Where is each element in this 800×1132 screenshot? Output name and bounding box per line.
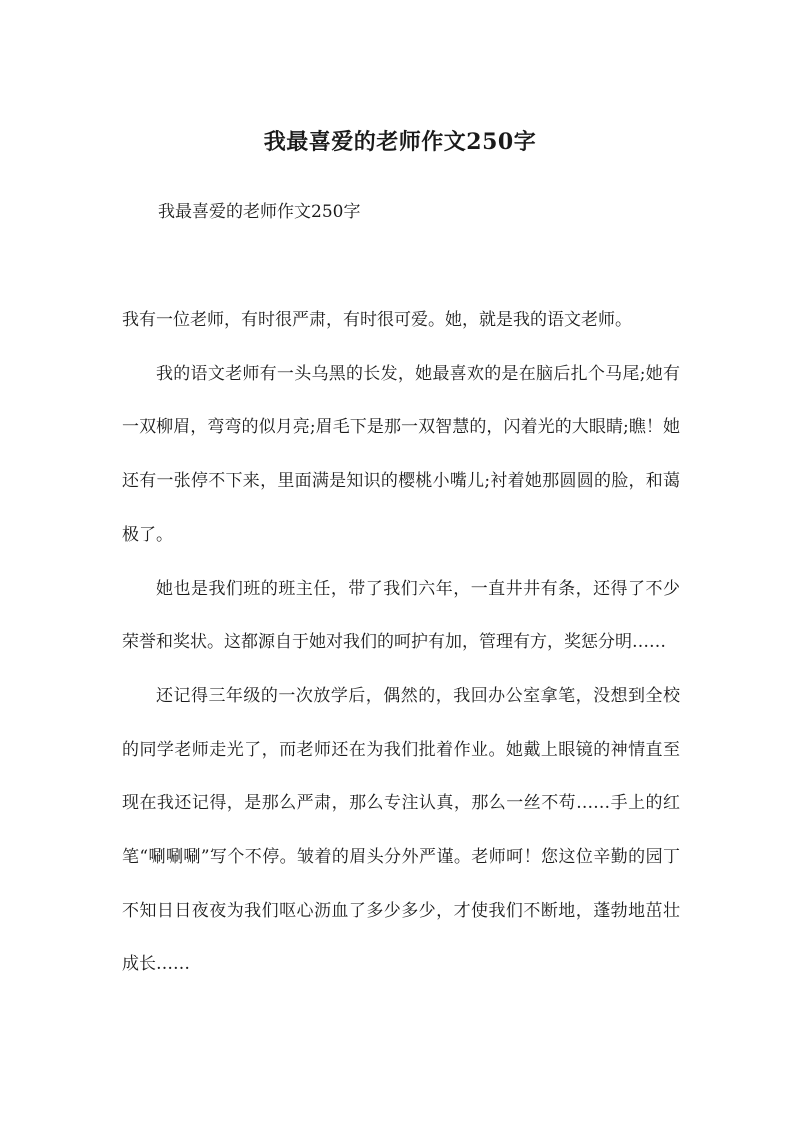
document-body [122,294,680,992]
document-title: 我最喜爱的老师作文250字 [263,129,537,155]
paragraph: 还记得三年级的一次放学后，偶然的，我回办公室拿笔，没想到全校的同学老师走光了，而老师还在为我们批着作业。她戴上眼镜的神情直至现在我还记得，是那么严肃，那么专注认真，那么一丝不苟……手上的红笔“唰唰唰”写个不停。皱着的眉头分外严谨。老师呵！您这位辛勤的园丁不知日日夜夜为我们呕心沥血了多少多少，才使我们不断地，蓬勃地茁壮成长…… [122,685,680,975]
paragraph: 我有一位老师，有时很严肃，有时很可爱。她，就是我的语文老师。 [122,310,632,330]
paragraph: 我的语文老师有一头乌黑的长发，她最喜欢的是在脑后扎个马尾;她有一双柳眉，弯弯的似月亮;眉毛下是那一双智慧的，闪着光的大眼睛;瞧！她还有一张停不下来，里面满是知识的樱桃小嘴儿;衬着她那圆圆的脸，和蔼极了。 [122,363,680,545]
document-subtitle: 我最喜爱的老师作文250字 [158,202,361,222]
paragraph: 她也是我们班的班主任，带了我们六年，一直井井有条，还得了不少荣誉和奖状。这都源自于她对我们的呵护有加，管理有方，奖惩分明…… [122,578,680,653]
